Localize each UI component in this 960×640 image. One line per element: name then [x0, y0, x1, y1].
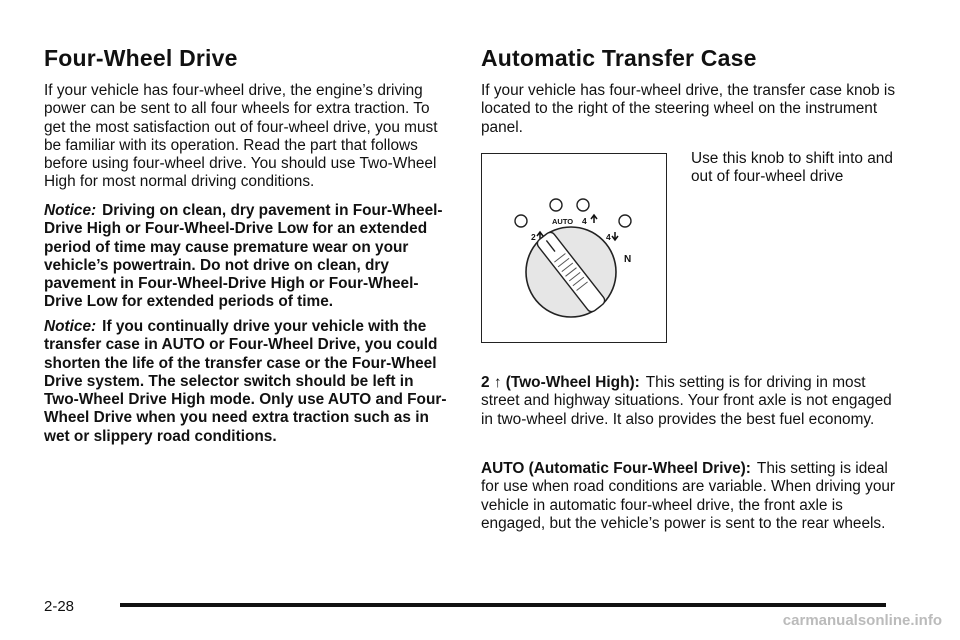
notice-1-text: Driving on clean, dry pavement in Four-Wheel-Drive High or Four-Wheel-Drive Low for an extended period of time may cause premature wear on your vehicle’s powertrain. Do not drive on clean, dry pavement in Four-Wheel-Drive High or Four-Wheel-Drive Low for extended periods of time. — [44, 202, 443, 311]
label-auto: AUTO — [552, 217, 574, 226]
label-neutral: N — [624, 254, 632, 265]
label-4-high: 4 — [582, 216, 587, 226]
setting-two-wheel-high-text: This setting is for driving in most street and highway situations. Your front axle is not engaged in two-wheel drive. It also provides the best fuel economy. — [481, 374, 892, 428]
transfer-case-knob-figure — [481, 153, 667, 343]
figure-caption: Use this knob to shift into and out of four-wheel drive — [691, 150, 893, 186]
watermark: carmanualsonline.info — [782, 612, 942, 629]
notice-1-label: Notice: — [44, 202, 97, 219]
label-4-low: 4 — [606, 232, 611, 242]
transfer-case-knob-illustration — [482, 154, 665, 341]
setting-auto-term: AUTO (Automatic Four-Wheel Drive): — [481, 460, 751, 477]
transfer-case-intro: If your vehicle has four-wheel drive, the transfer case knob is located to the right of the steering wheel on the instrument panel. — [481, 82, 896, 136]
notice-2-label: Notice: — [44, 318, 97, 335]
section-title-automatic-transfer-case: Automatic Transfer Case — [481, 45, 757, 71]
page-number: 2-28 — [44, 598, 75, 615]
setting-two-wheel-high — [481, 374, 901, 429]
setting-auto — [481, 460, 901, 533]
arrow-down-icon — [612, 232, 618, 240]
label-2-high: 2 — [531, 232, 536, 242]
section-title-four-wheel-drive: Four-Wheel Drive — [44, 45, 238, 71]
notice-2-text: If you continually drive your vehicle with the transfer case in AUTO or Four-Wheel Drive, you could shorten the life of the transfer case or the Four-Wheel Drive system. The selector switch should be left in Two-Wheel Drive High mode. Only use AUTO and Four-Wheel Drive when you need extra traction such as in wet or slippery road conditions. — [44, 318, 447, 445]
setting-two-wheel-high-term: 2 ↑ (Two-Wheel High): — [481, 374, 640, 391]
notice-1 — [44, 202, 448, 312]
four-wheel-drive-intro: If your vehicle has four-wheel drive, the engine’s driving power can be sent to all four wheels for extra traction. To get the most satisfaction out of four-wheel drive, you must be familiar with its operation. Read the part that follows before using four-wheel drive. You should use Two-Wheel High for most normal driving conditions. — [44, 82, 438, 191]
setting-auto-text: This setting is ideal for use when road conditions are variable. When driving your vehicle in automatic four-wheel drive, the front axle is engaged, but the vehicle’s power is sent to the rear wheels. — [481, 460, 896, 532]
notice-2 — [44, 318, 448, 446]
arrow-up-icon — [591, 215, 597, 223]
footer-rule — [120, 603, 886, 607]
